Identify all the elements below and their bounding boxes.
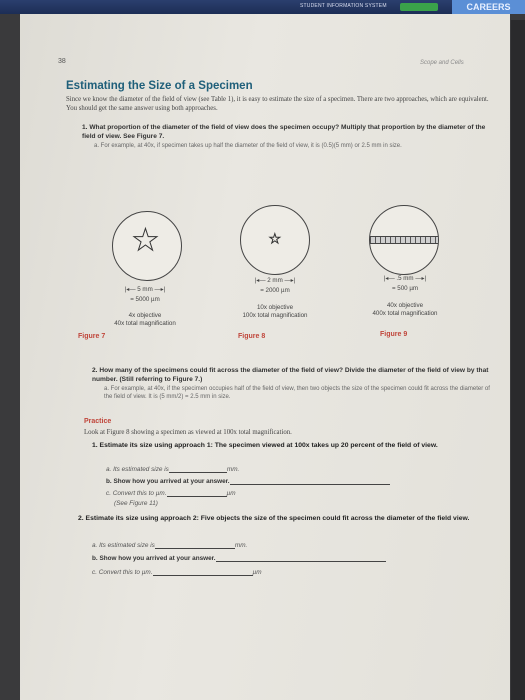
p1-part-c: c. Convert this to µm. µm	[106, 490, 236, 497]
field-of-view-circle-7	[112, 211, 182, 281]
figure-8-magnification: 100x total magnification	[242, 312, 308, 319]
p1-part-a: a. Its estimated size is mm.	[106, 466, 240, 473]
figure-8-objective: 10x objective	[256, 304, 294, 311]
star-specimen-icon: ★	[132, 224, 159, 257]
figure-7-measure: |◂— 5 mm —▸|	[124, 286, 166, 293]
p1-explanation-blank[interactable]	[230, 477, 390, 485]
careers-banner[interactable]: CAREERS	[452, 0, 525, 14]
field-of-view-circle-9	[369, 205, 439, 275]
field-of-view-circle-8	[240, 205, 310, 275]
section-title: Estimating the Size of a Specimen	[66, 80, 253, 92]
micrometer-ruler-icon	[370, 236, 438, 244]
p2-part-a: a. Its estimated size is mm.	[92, 542, 248, 549]
figure-9-magnification: 400x total magnification	[372, 310, 438, 317]
question-1: 1. What proportion of the diameter of the field of view does the specimen occupy? Multiply that proportion by the diameter of the field of view. See Figure 7.	[82, 124, 486, 140]
p2-part-b: b. Show how you arrived at your answer.	[92, 554, 386, 562]
intro-paragraph: Since we know the diameter of the field of view (see Table 1), it is easy to estimate the size of a specimen. There are two approaches, which are equivalent. You should get the same answer using both approaches.	[66, 96, 489, 112]
chapter-header: Scope and Cells	[420, 60, 464, 66]
figure-7-objective: 4x objective	[128, 312, 162, 319]
practice-intro: Look at Figure 8 showing a specimen as viewed at 100x total magnification.	[84, 429, 292, 436]
p1-figure-note: (See Figure 11)	[114, 500, 158, 507]
green-button[interactable]	[400, 3, 438, 11]
figure-9-objective: 40x objective	[386, 302, 424, 309]
p1-part-b: b. Show how you arrived at your answer.	[106, 477, 390, 485]
p2-size-blank[interactable]	[155, 541, 235, 549]
practice-question-1: 1. Estimate its size using approach 1: The specimen viewed at 100x takes up 20 percent of the field of view.	[92, 442, 438, 449]
practice-question-2: 2. Estimate its size using approach 2: Five objects the size of the specimen could fit across the diameter of the field view.	[78, 515, 470, 522]
question-2-example: a. For example, at 40x, if the specimen occupies half of the field of view, then two objects the size of the specimen could fit across the diameter of the field of view. It is (5 mm/2) = 2.5 mm in size.	[104, 386, 490, 400]
figure-9-equiv: = 500 µm	[391, 285, 419, 292]
p2-um-blank[interactable]	[153, 568, 253, 576]
binder-holes	[511, 20, 525, 700]
worksheet-page	[20, 14, 510, 700]
question-2: 2. How many of the specimens could fit across the diameter of the field of view? Divide the diameter of the field of view by that number. (Still referring to Figure 7.)	[92, 367, 489, 383]
figure-9-measure: |◂— .5 mm —▸|	[383, 275, 427, 282]
figure-7-equiv: = 5000 µm	[130, 296, 160, 303]
page-number: 38	[58, 58, 66, 65]
p1-size-blank[interactable]	[169, 465, 227, 473]
figure-9-label: Figure 9	[380, 331, 408, 338]
figure-7-label: Figure 7	[78, 333, 106, 340]
practice-heading: Practice	[84, 418, 112, 425]
browser-top-bar	[0, 0, 525, 14]
p2-part-c: c. Convert this to µm. µm	[92, 569, 262, 576]
figure-8-equiv: = 2000 µm	[260, 287, 290, 294]
figure-8-label: Figure 8	[238, 333, 266, 340]
question-1-example: a. For example, at 40x, if specimen takes up half the diameter of the field of view, it is (0.5)(5 mm) or 2.5 mm in size.	[94, 143, 402, 149]
p2-explanation-blank[interactable]	[216, 554, 386, 562]
student-info-system-link[interactable]: STUDENT INFORMATION SYSTEM	[300, 3, 387, 9]
p1-um-blank[interactable]	[167, 489, 227, 497]
figure-7-magnification: 40x total magnification	[114, 320, 176, 327]
small-star-specimen-icon: ★	[269, 231, 281, 246]
figure-8-measure: |◂— 2 mm —▸|	[254, 277, 296, 284]
